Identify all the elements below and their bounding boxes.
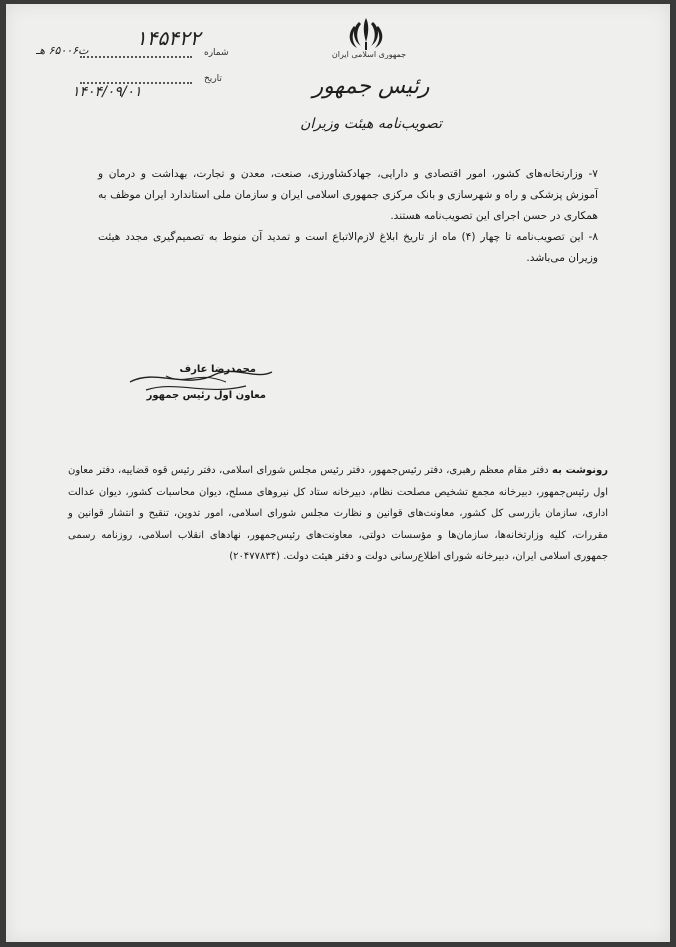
emblem-caption: جمهوری اسلامی ایران bbox=[331, 50, 407, 59]
cc-label: رونوشت به bbox=[552, 465, 609, 476]
tracking-number: (۲۰۴۷۷۸۳۴) bbox=[229, 551, 281, 562]
date-label: تاریخ bbox=[204, 74, 222, 84]
clause-8: ۸- این تصویب‌نامه تا چهار (۴) ماه از تاریخ ابلاغ لازم‌الاتباع است و تمدید آن منوط به تصمیم‌گیری مجدد هیئت وزیران می‌باشد. bbox=[98, 231, 599, 264]
cc-recipients: دفتر مقام معظم رهبری، دفتر رئیس‌جمهور، دفتر رئیس مجلس شورای اسلامی، دفتر رئیس قوه قضاییه، دفتر معاون اول رئیس‌جمهور، دبیرخانه مجمع تشخیص مصلحت نظام، دبیرخانه ستاد کل نیروهای مسلح، دیوان محاسبات کشور، دیوان عدالت اداری، سازمان بازرسی کل کشور، معاونت‌های قوانین و نظارت مجلس شورای اسلامی، امور تدوین، تنقیح و انتشار قوانین و مقررات، کلیه وزارتخانه‌ها، سازمان‌ها و مؤسسات دولتی، معاونت‌های رئیس‌جمهور، نهادهای انقلاب اسلامی، روزنامه رسمی جمهوری اسلامی ایران، دبیرخانه شورای اطلاع‌رسانی دولت و دفتر هیئت دولت. bbox=[68, 465, 608, 562]
document-number: ۱۴۵۴۲۲ bbox=[136, 26, 201, 50]
document-date: ۱۴۰۴/۰۹/۰۱ bbox=[72, 84, 142, 100]
decree-body bbox=[98, 164, 598, 269]
number-label: شماره bbox=[204, 48, 229, 58]
reference-code: ت۶۵۰۰۶ هـ bbox=[36, 44, 89, 57]
clause-7: ۷- وزارتخانه‌های کشور، امور اقتصادی و دارایی، جهادکشاورزی، صنعت، معدن و تجارت، بهداشت و درمان و آموزش پزشکی و راه و شهرسازی و بانک مرکزی جمهوری اسلامی ایران و سازمان ملی استاندارد ایران موظف به همکاری در حسن اجرای این تصویب‌نامه هستند. bbox=[98, 168, 598, 222]
number-dotted-line bbox=[80, 56, 192, 58]
signatory-title: معاون اول رئیس جمهور bbox=[146, 390, 266, 401]
reference-block bbox=[36, 22, 236, 102]
document-page bbox=[6, 4, 670, 942]
carbon-copy-block bbox=[68, 460, 608, 568]
document-kind: تصویب‌نامه هیئت وزیران bbox=[300, 116, 442, 132]
signatory-name: محمدرضا عارف bbox=[179, 364, 256, 375]
office-title: رئیس جمهور bbox=[312, 74, 430, 99]
